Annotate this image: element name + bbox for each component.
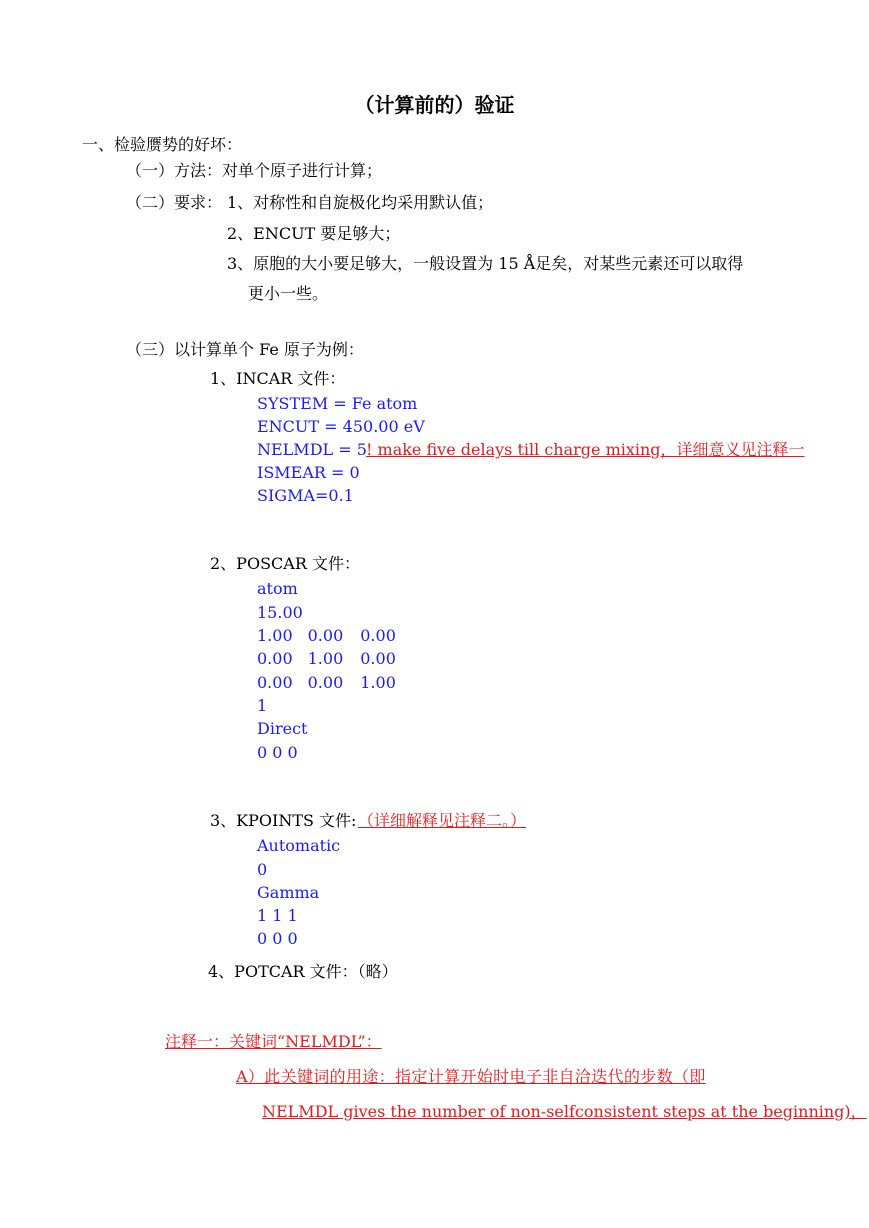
note1-paragraph-cont: NELMDL gives the number of non-selfconsistent steps at the beginning)， <box>262 1102 867 1121</box>
method-line: （一）方法：对单个原子进行计算； <box>126 161 383 180</box>
kpoints-note: （详细解释见注释二。） <box>358 811 527 830</box>
poscar-line: atom <box>257 579 298 598</box>
note1-paragraph: A）此关键词的用途：指定计算开始时电子非自洽迭代的步数（即 <box>236 1067 706 1086</box>
requirement-label: （二）要求： <box>126 193 223 212</box>
incar-line: SYSTEM = Fe atom <box>257 394 418 413</box>
incar-line: NELMDL = 5 <box>257 440 367 459</box>
incar-line: ISMEAR = 0 <box>257 463 360 482</box>
requirement-item-3-cont: 更小一些。 <box>248 284 329 303</box>
page-title: （计算前的）验证 <box>354 93 515 117</box>
lattice-cell: 1.00 <box>307 649 344 668</box>
poscar-label: 2、POSCAR 文件： <box>210 554 360 573</box>
kpoints-line: 0 <box>257 860 268 879</box>
potcar-label: 4、POTCAR 文件：（略） <box>208 962 398 981</box>
lattice-cell: 0.00 <box>307 673 344 692</box>
lattice-cell: 0.00 <box>307 626 344 645</box>
section-heading: 一、检验赝势的好坏： <box>82 135 243 154</box>
poscar-line: 0 0 0 <box>257 743 298 762</box>
lattice-cell: 1.00 <box>360 673 396 692</box>
requirement-item-3: 3、原胞的大小要足够大，一般设置为 15 Å足矣，对某些元素还可以取得 <box>227 254 744 273</box>
note1-title: 注释一：关键词“NELMDL”： <box>165 1032 382 1051</box>
example-heading: （三）以计算单个 Fe 原子为例： <box>126 340 364 359</box>
incar-label: 1、INCAR 文件： <box>210 369 346 388</box>
poscar-line: 15.00 <box>257 603 303 622</box>
incar-comment: ! make five delays till charge mixing，详细意义见注释一 <box>366 440 805 459</box>
lattice-cell: 1.00 <box>257 626 293 645</box>
kpoints-line: 1 1 1 <box>257 906 298 925</box>
lattice-cell: 0.00 <box>360 649 396 668</box>
requirement-item-1: 1、对称性和自旋极化均采用默认值； <box>227 193 494 212</box>
poscar-line: 1 <box>257 696 268 715</box>
incar-line: SIGMA=0.1 <box>257 486 354 505</box>
poscar-lattice-row <box>257 625 396 647</box>
kpoints-line: 0 0 0 <box>257 929 298 948</box>
kpoints-line: Automatic <box>257 836 341 855</box>
poscar-lattice-row <box>257 648 396 670</box>
kpoints-line: Gamma <box>257 883 320 902</box>
poscar-lattice-row <box>257 672 396 694</box>
poscar-line: Direct <box>257 719 308 738</box>
lattice-cell: 0.00 <box>257 649 293 668</box>
lattice-cell: 0.00 <box>360 626 396 645</box>
lattice-cell: 0.00 <box>257 673 293 692</box>
incar-line: ENCUT = 450.00 eV <box>257 417 425 436</box>
kpoints-label: 3、KPOINTS 文件: <box>210 811 357 830</box>
requirement-item-2: 2、ENCUT 要足够大； <box>227 224 401 243</box>
